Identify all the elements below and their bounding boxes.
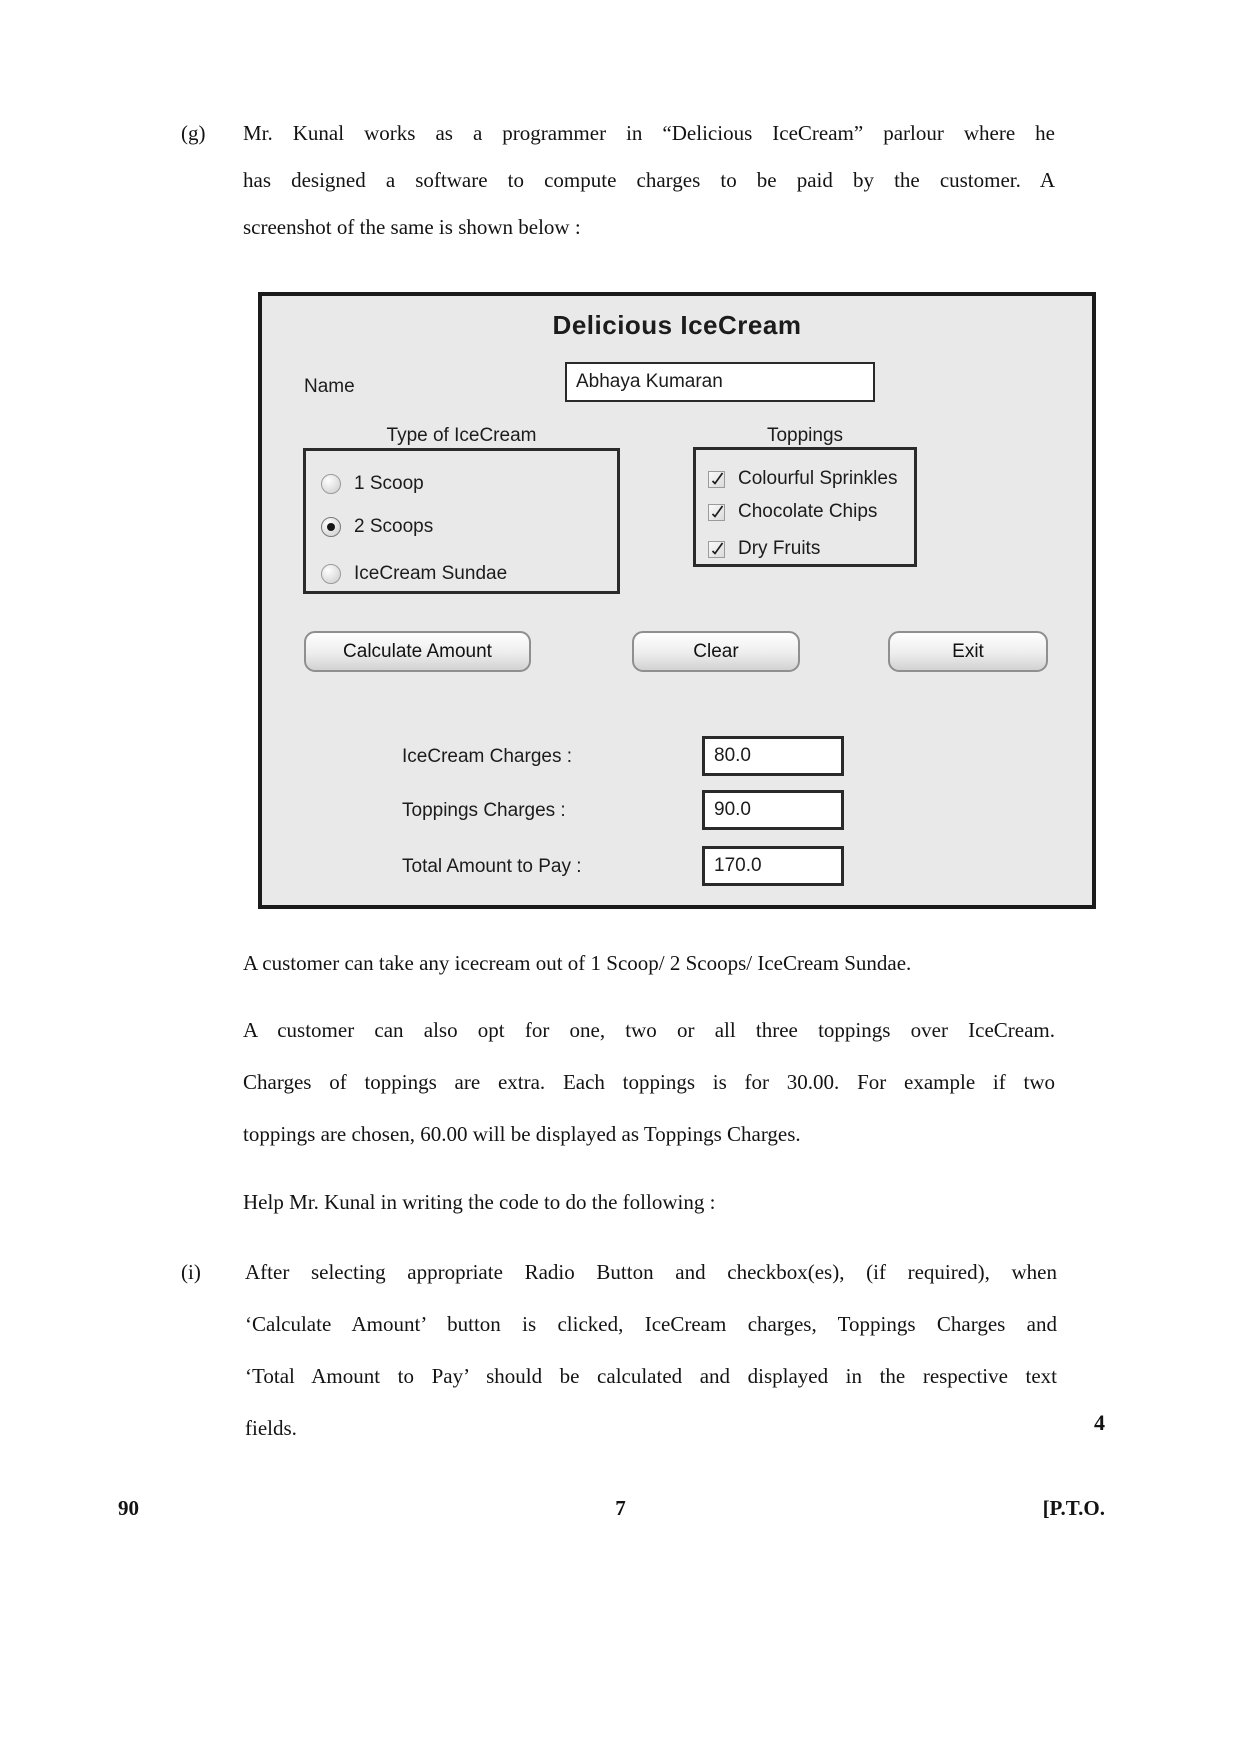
radio-icecream-sundae[interactable] [321,562,507,586]
exit-button[interactable]: Exit [888,631,1048,672]
paragraph-line: Mr. Kunal works as a programmer in “Delicious IceCream” parlour where he [243,121,1055,145]
name-label: Name [304,376,355,397]
paragraph-line: After selecting appropriate Radio Button and checkbox(es), (if required), when [245,1260,1057,1284]
checkbox-label: Dry Fruits [738,538,821,559]
checkbox-label: Chocolate Chips [738,501,878,522]
question-i-marker: (i) [181,1260,201,1284]
toppings-group-header: Toppings [766,425,844,446]
radio-selected-icon [321,517,341,537]
paragraph-line: Charges of toppings are extra. Each toppings is for 30.00. For example if two [243,1070,1055,1094]
radio-2-scoops[interactable] [321,515,433,539]
clear-button[interactable]: Clear [632,631,800,672]
paragraph-line: ‘Total Amount to Pay’ should be calculated and displayed in the respective text [245,1364,1057,1388]
toppings-group-box [693,447,917,567]
checkbox-colourful-sprinkles[interactable] [708,467,897,491]
radio-unselected-icon [321,564,341,584]
name-input[interactable] [565,362,875,402]
paragraph-line: toppings are chosen, 60.00 will be displayed as Toppings Charges. [243,1122,801,1146]
paragraph-line: ‘Calculate Amount’ button is clicked, IceCream charges, Toppings Charges and [245,1312,1057,1336]
checkbox-checked-icon [708,504,725,521]
question-i-marks: 4 [1094,1410,1105,1435]
total-amount-label: Total Amount to Pay : [402,856,582,877]
total-amount-field[interactable]: 170.0 [702,846,844,886]
footer-paper-code: 90 [118,1496,139,1520]
paragraph-line: has designed a software to compute charges to be paid by the customer. A [243,168,1055,192]
paragraph-line: Help Mr. Kunal in writing the code to do the following : [243,1190,716,1214]
note-icecream-options [243,937,1055,989]
toppings-charges-label: Toppings Charges : [402,800,566,821]
calculate-amount-button[interactable]: Calculate Amount [304,631,531,672]
paragraph-line: A customer can also opt for one, two or all three toppings over IceCream. [243,1018,1055,1042]
question-g-marker: (g) [181,121,206,145]
paragraph-line: A customer can take any icecream out of 1 Scoop/ 2 Scoops/ IceCream Sundae. [243,951,912,975]
help-line [243,1176,1055,1228]
footer-pto: [P.T.O. [1042,1496,1105,1520]
icecream-charges-field[interactable]: 80.0 [702,736,844,776]
footer-page-number: 7 [615,1496,626,1520]
paragraph-line: screenshot of the same is shown below : [243,215,581,239]
app-title: Delicious IceCream [552,310,802,340]
checkbox-label: Colourful Sprinkles [738,468,898,489]
radio-label: 1 Scoop [354,473,424,494]
icecream-charges-label: IceCream Charges : [402,746,573,767]
type-group-box [303,448,620,594]
question-g-paragraph [243,110,1055,251]
paragraph-line: fields. [245,1416,297,1440]
radio-label: 2 Scoops [354,516,434,537]
checkbox-dry-fruits[interactable] [708,537,820,561]
radio-unselected-icon [321,474,341,494]
radio-1-scoop[interactable] [321,472,424,496]
radio-label: IceCream Sundae [354,563,508,584]
icecream-app-panel [258,292,1096,909]
checkbox-chocolate-chips[interactable] [708,500,877,524]
type-group-header: Type of IceCream [386,425,537,446]
checkbox-checked-icon [708,471,725,488]
checkbox-checked-icon [708,541,725,558]
note-toppings [243,1004,1055,1160]
question-i-paragraph [245,1246,1057,1454]
toppings-charges-field[interactable]: 90.0 [702,790,844,830]
